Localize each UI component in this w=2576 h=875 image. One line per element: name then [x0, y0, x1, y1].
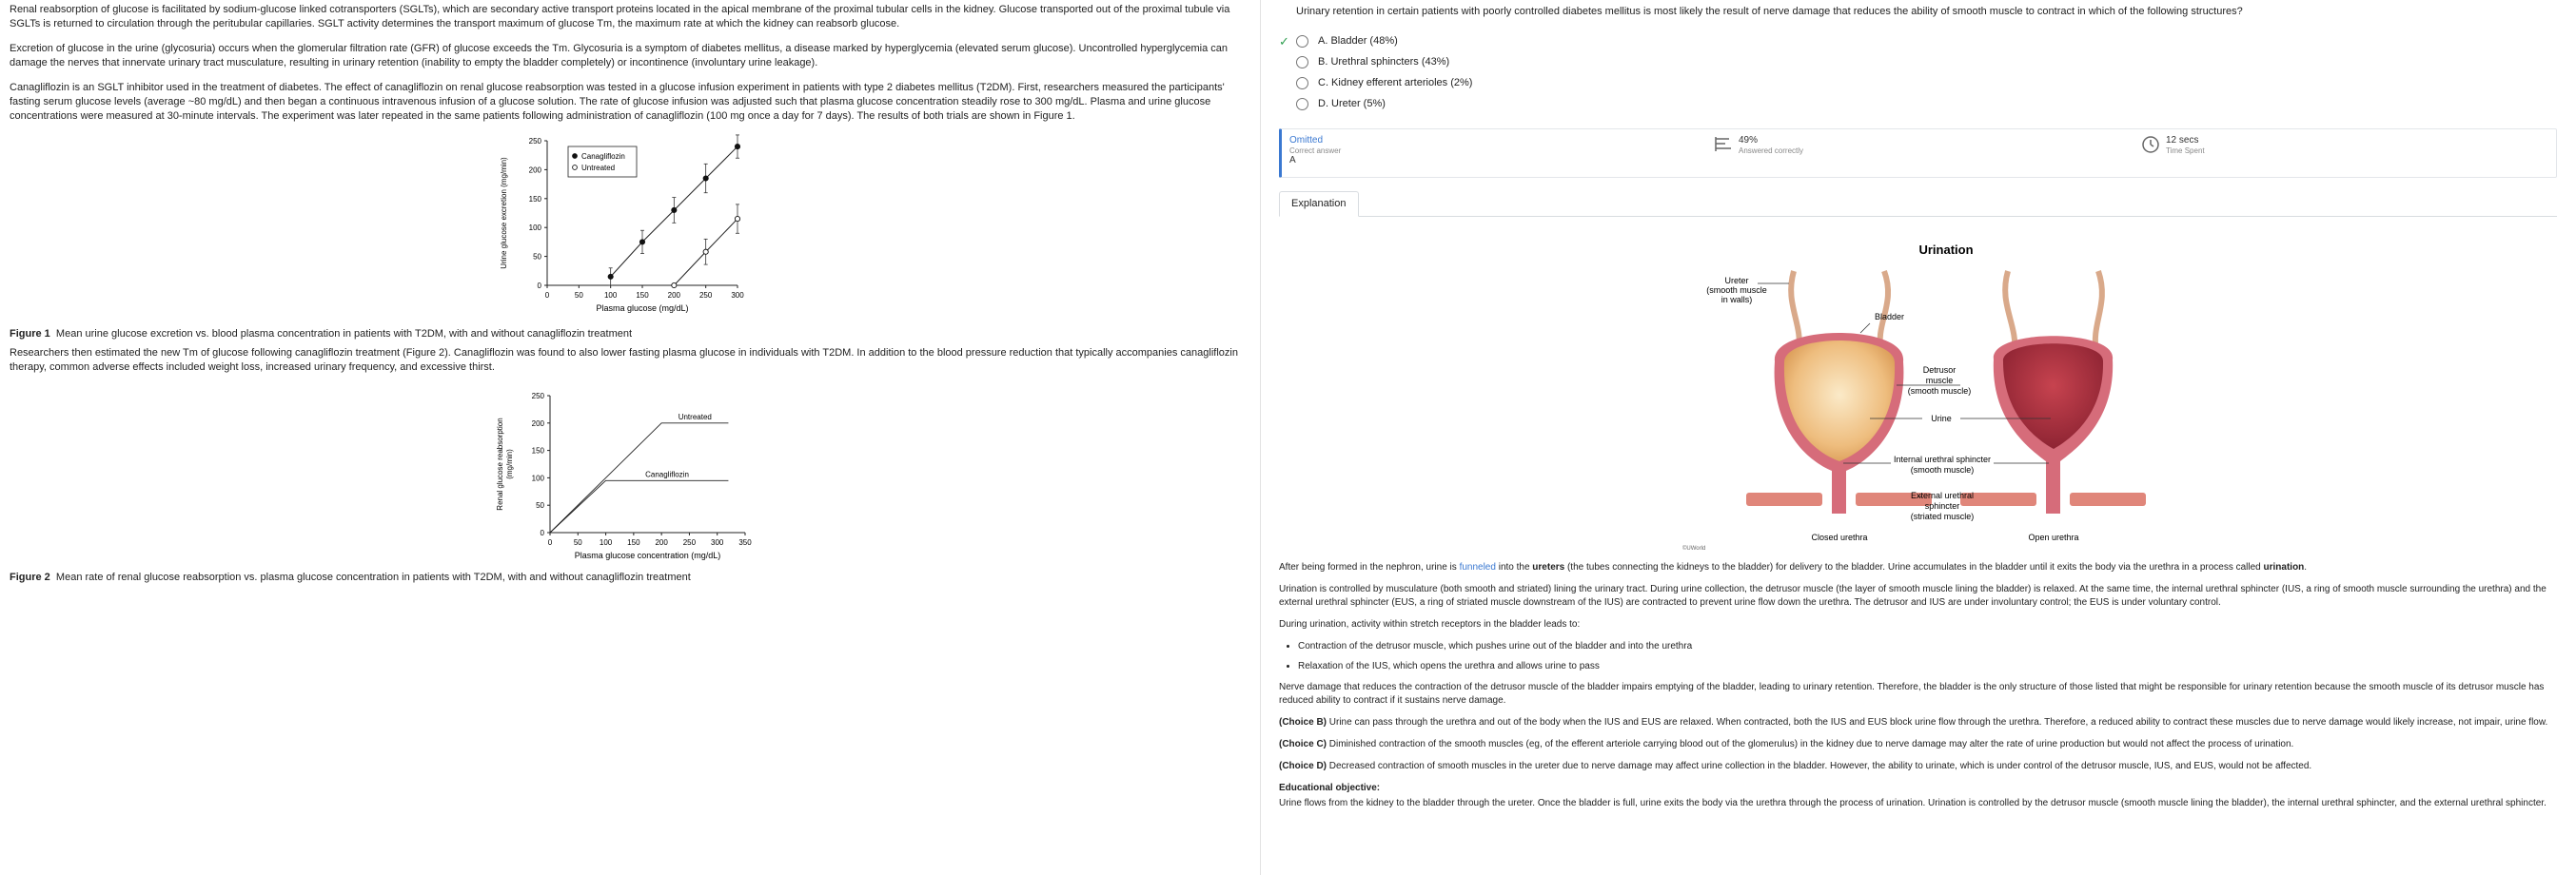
funneled-link[interactable]: funneled — [1459, 562, 1496, 573]
figure2-chart — [495, 388, 771, 572]
explanation-p2: Urination is controlled by musculature (both smooth and striated) lining the urinary tract. During urine collection, the detrusor muscle (the layer of smooth muscle lining the bladder) is relaxed. At the same time, the internal urethral sphincter (IUS, a ring of smooth muscle surrounding the urethra) and the external urethral sphincter (EUS, a ring of striated muscle downstream of the IUS) are contracted to prevent urine flow down the urethra. The detrusor and IUS are under involuntary control; the EUS is under voluntary control. — [1279, 584, 2547, 608]
right-ureter — [2005, 271, 2015, 352]
educational-objective-text: Urine flows from the kidney to the bladder through the ureter. Once the bladder is full, urine exits the body via the urethra through the process of urination. Urination is controlled by the detrusor muscle (smooth muscle lining the bladder), the internal urethral sphincter, and the external urethral sphincter. — [1279, 798, 2547, 808]
x-tick-label: 300 — [711, 538, 724, 547]
right-eus-2 — [2070, 493, 2146, 506]
label-ureter-sub2: in walls) — [1721, 295, 1753, 304]
label-ius-2: (smooth muscle) — [1910, 465, 1975, 475]
diagram-title: Urination — [1918, 243, 1974, 257]
y-tick-label: 100 — [531, 474, 544, 483]
data-point — [639, 240, 644, 244]
legend-marker — [573, 154, 578, 159]
left-eus — [1746, 493, 1822, 506]
tab-explanation[interactable]: Explanation — [1279, 191, 1359, 217]
list-item: • Contraction of the detrusor muscle, which pushes urine out of the bladder and into the urethra — [1298, 640, 2559, 653]
urination-illustration — [1680, 238, 2212, 556]
x-axis-label: Plasma glucose (mg/dL) — [596, 303, 689, 313]
educational-objective-title: Educational objective: — [1279, 783, 1381, 793]
y-tick-label: 250 — [528, 137, 541, 146]
explanation-body — [1279, 561, 2559, 819]
question-stem: Urinary retention in certain patients with poorly controlled diabetes mellitus is most likely the result of nerve damage that reduces the ability of smooth muscle to contract in which of the following structures? — [1296, 6, 2243, 17]
y-tick-label: 200 — [531, 418, 544, 428]
passage-panel — [0, 0, 1261, 875]
y-tick-label: 50 — [536, 501, 544, 511]
figure2-caption — [10, 571, 691, 585]
x-tick-label: 250 — [682, 538, 697, 547]
check-icon: ✓ — [1279, 34, 1289, 49]
series-label: Canagliflozin — [645, 470, 689, 479]
choice-a[interactable] — [1279, 30, 2557, 51]
label-open-urethra: Open urethra — [2028, 533, 2079, 542]
y-tick-label: 100 — [528, 224, 541, 233]
time-spent-block — [2141, 135, 2205, 155]
x-tick-label: 150 — [627, 538, 640, 547]
data-point — [703, 176, 708, 181]
time-spent: 12 secs — [2166, 135, 2199, 146]
label-detrusor-2: muscle — [1925, 376, 1954, 385]
choice-d[interactable] — [1279, 93, 2557, 114]
data-point — [703, 249, 708, 254]
x-tick-label: 150 — [636, 291, 649, 300]
correct-answer-label: Correct answer — [1289, 146, 1342, 155]
percent-correct-label: Answered correctly — [1739, 146, 1804, 155]
choice-d-explanation: (Choice D) Decreased contraction of smooth muscles in the ureter due to nerve damage may affect urine collection in the bladder. However, the ability to urinate, which is under control of the detrusor muscle, IUS, and EUS, would not be affected. — [1279, 761, 2312, 771]
right-ureter-2 — [2095, 271, 2102, 352]
figure2-svg — [495, 388, 771, 569]
label-closed-urethra: Closed urethra — [1811, 533, 1868, 542]
x-axis-label: Plasma glucose concentration (mg/dL) — [574, 551, 721, 560]
y-axis-label: Renal glucose reabsorption — [496, 418, 504, 511]
answer-status: Omitted — [1289, 135, 1324, 146]
label-detrusor-1: Detrusor — [1922, 365, 1957, 375]
x-tick-label: 0 — [544, 291, 550, 300]
choice-b-explanation: (Choice B) Urine can pass through the urethra and out of the body when the IUS and EUS are relaxed. When contracted, both the IUS and EUS block urine flow through the urethra. Therefore, a reduced ability to contract these muscles due to nerve damage would likely increase, not impair, urine flow. — [1279, 717, 2548, 728]
figure1-caption — [10, 327, 632, 341]
label-bladder: Bladder — [1875, 312, 1905, 321]
percent-correct-block — [1714, 135, 1803, 155]
label-detrusor-3: (smooth muscle) — [1907, 386, 1972, 396]
legend-box — [568, 146, 637, 177]
percent-correct: 49% — [1739, 135, 1759, 146]
clock-icon — [2141, 135, 2160, 154]
passage-p3: Canagliflozin is an SGLT inhibitor used in the treatment of diabetes. The effect of canagliflozin on renal glucose reabsorption was tested in a glucose infusion experiment in patients with type 2 diabetes mellitus (T2DM). First, researchers measured the participants' fasting serum glucose levels (average ~80 mg/dL) and then began a continuous intravenous infusion of a glucose solution. The rate of glucose infusion was adjusted such that plasma glucose concentration steadily rose to 300 mg/dL. Plasma and urine glucose concentrations were measured at 30-minute intervals. The experiment was later repeated in the same patients following administration of canagliflozin (100 mg once a day for 7 days). The results of both trials are shown in Figure 1. — [10, 82, 1225, 122]
question-panel — [1261, 0, 2576, 875]
passage-p1: Renal reabsorption of glucose is facilitated by sodium-glucose linked cotransporters (SGLTs), which are secondary active transport proteins located in the apical membrane of the proximal tubular cells in the kidney. Glucose transported out of the proximal tubule via SGLTs is returned to circulation through the peritubular capillaries. SGLT activity determines the transport maximum of glucose Tm, the maximum rate at which the kidney can reabsorb glucose. — [10, 4, 1230, 29]
y-tick-label: 150 — [528, 194, 541, 204]
figure1-label: Figure 1 — [10, 328, 50, 340]
explanation-p4: Nerve damage that reduces the contraction of the detrusor muscle of the bladder impairs emptying of the bladder, leading to urinary retention. Therefore, the bladder is the only structure of those listed that might be responsible for urinary retention because the smooth muscle of its detrusor muscle has reduced ability to contract if it sustains nerve damage. — [1279, 682, 2545, 706]
radio-button[interactable] — [1296, 77, 1308, 89]
series-line-untreated — [550, 423, 728, 533]
tab-divider — [1279, 216, 2557, 217]
label-eus-1: External urethral — [1910, 491, 1975, 500]
label-eus-3: (striated muscle) — [1910, 512, 1975, 521]
y-tick-label: 0 — [540, 529, 544, 537]
answer-status-block — [1289, 135, 1341, 165]
list-item: • Relaxation of the IUS, which opens the urethra and allows urine to pass — [1298, 660, 2559, 673]
x-tick-label: 250 — [698, 291, 713, 300]
stats-bar — [1279, 128, 2557, 178]
legend-label: Canagliflozin — [581, 152, 625, 161]
figure1-caption-text: Mean urine glucose excretion vs. blood plasma concentration in patients with T2DM, with and without canagliflozin treatment — [55, 328, 633, 340]
x-tick-label: 100 — [603, 291, 618, 300]
label-ureter-sub1: (smooth muscle — [1706, 285, 1767, 295]
x-tick-label: 200 — [667, 291, 681, 300]
x-tick-label: 200 — [655, 538, 668, 547]
choice-c[interactable] — [1279, 72, 2557, 93]
copyright-text: ©UWorld — [1682, 546, 1706, 552]
choice-c-explanation: (Choice C) Diminished contraction of the smooth muscles (eg, of the efferent arteriole carrying blood out of the glomerulus) in the kidney due to nerve damage may alter the rate of urine production but would not affect the process of urination. — [1279, 739, 2294, 749]
bar-chart-icon — [1714, 135, 1733, 154]
y-tick-label: 250 — [531, 392, 544, 400]
radio-button[interactable] — [1296, 35, 1308, 48]
choice-b[interactable] — [1279, 51, 2557, 72]
y-axis-label: Urine glucose excretion (mg/min) — [500, 157, 508, 269]
choice-label: A. Bladder (48%) — [1318, 35, 1398, 47]
x-tick-label: 50 — [574, 291, 583, 300]
data-point — [672, 207, 677, 212]
legend-label: Untreated — [581, 164, 616, 172]
figure2-label: Figure 2 — [10, 572, 50, 583]
figure2-caption-text: Mean rate of renal glucose reabsorption vs. plasma glucose concentration in patients with T2DM, with and without canagliflozin treatment — [55, 572, 691, 583]
explanation-p3: During urination, activity within stretch receptors in the bladder leads to: — [1279, 619, 1581, 630]
data-point — [608, 274, 613, 279]
figure1-svg — [495, 133, 771, 323]
y-tick-label: 200 — [528, 165, 541, 175]
x-tick-label: 100 — [599, 538, 613, 547]
passage-p4: Researchers then estimated the new Tm of glucose following canagliflozin treatment (Figure 2). Canagliflozin was found to also lower fasting plasma glucose in individuals with T2DM. In addition to the blood pressure reduction that typically accompanies canagliflozin therapy, common adverse effects included weight loss, increased urinary frequency, and excessive thirst. — [10, 347, 1238, 373]
explanation-list — [1279, 640, 2559, 673]
choice-label: C. Kidney efferent arterioles (2%) — [1318, 77, 1473, 88]
series-label: Untreated — [678, 412, 712, 421]
choice-label: D. Ureter (5%) — [1318, 98, 1386, 109]
label-ureter: Ureter — [1724, 276, 1749, 285]
data-point — [735, 216, 739, 221]
x-tick-label: 50 — [573, 538, 582, 547]
y-axis-unit: (mg/min) — [505, 449, 514, 479]
x-tick-label: 350 — [738, 538, 752, 547]
correct-answer-value: A — [1289, 155, 1296, 165]
y-tick-label: 150 — [531, 446, 544, 456]
label-urine: Urine — [1931, 414, 1952, 423]
figure1-chart — [495, 133, 771, 326]
choice-label: B. Urethral sphincters (43%) — [1318, 56, 1450, 68]
urination-diagram — [1680, 238, 2212, 556]
legend-marker — [573, 165, 578, 170]
data-point — [735, 144, 739, 148]
label-eus-2: sphincter — [1924, 501, 1960, 511]
y-tick-label: 0 — [537, 282, 541, 290]
label-ius-1: Internal urethral sphincter — [1893, 455, 1992, 464]
y-tick-label: 50 — [533, 252, 541, 262]
passage-p2: Excretion of glucose in the urine (glycosuria) occurs when the glomerular filtration rate (GFR) of glucose exceeds the Tm. Glycosuria is a symptom of diabetes mellitus, a disease marked by hyperglycemia (elevated serum glucose). Uncontrolled hyperglycemia can damage the nerves that innervate urinary tract musculature, resulting in urinary retention (inability to empty the bladder completely) or incontinence (involuntary urine leakage). — [10, 43, 1229, 68]
x-tick-label: 300 — [731, 291, 744, 300]
radio-button[interactable] — [1296, 98, 1308, 110]
radio-button[interactable] — [1296, 56, 1308, 68]
explanation-p1: After being formed in the nephron, urine is funneled into the ureters (the tubes connecting the kidneys to the bladder) for delivery to the bladder. Urine accumulates in the bladder until it exits the body via the urethra in a process called urination. — [1279, 562, 2308, 573]
data-point — [672, 282, 677, 287]
x-tick-label: 0 — [547, 538, 553, 547]
time-spent-label: Time Spent — [2166, 146, 2205, 155]
